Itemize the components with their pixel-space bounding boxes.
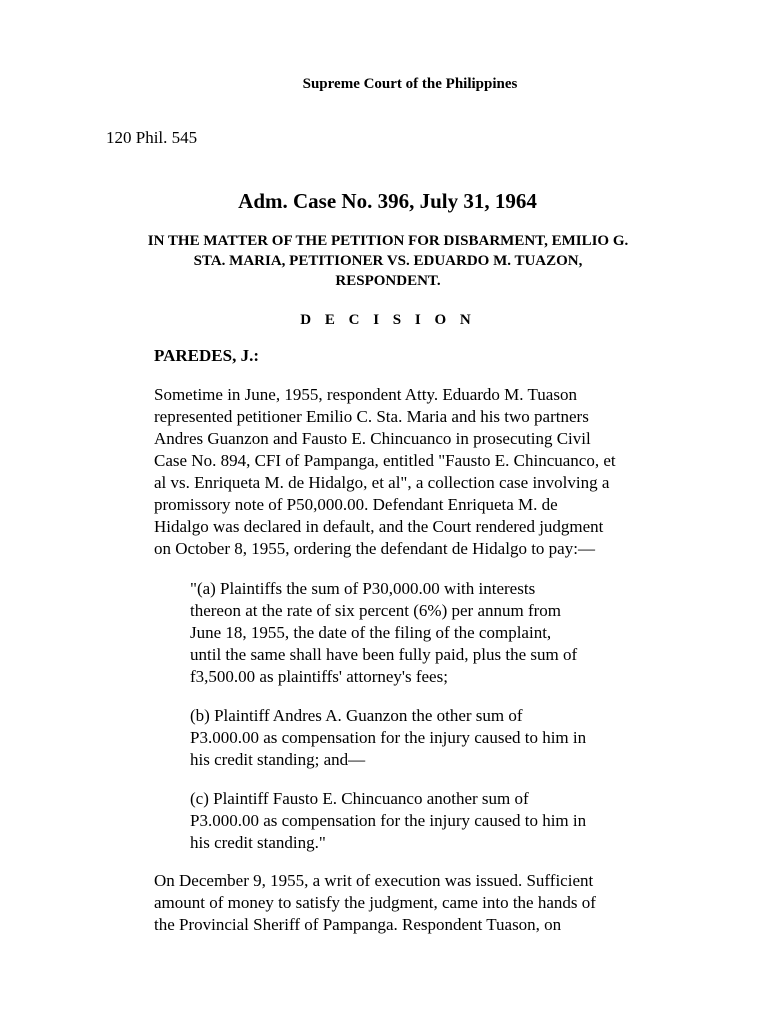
text-line: f3,500.00 as plaintiffs' attorney's fees; — [190, 667, 448, 686]
quote-item-a — [190, 578, 577, 688]
text-line: "(a) Plaintiffs the sum of P30,000.00 with interests — [190, 579, 536, 598]
text-line: Hidalgo was declared in default, and the Court rendered judgment — [154, 517, 604, 536]
text-line: June 18, 1955, the date of the filing of the complaint, — [190, 623, 552, 642]
paragraph-execution — [154, 870, 596, 936]
text-line: (c) Plaintiff Fausto E. Chincuanco another sum of — [190, 789, 529, 808]
decision-heading: D E C I S I O N — [300, 312, 476, 328]
text-line: the Provincial Sheriff of Pampanga. Respondent Tuason, on — [154, 915, 562, 934]
text-line: On December 9, 1955, a writ of execution was issued. Sufficient — [154, 871, 594, 890]
text-line: P3.000.00 as compensation for the injury caused to him in — [190, 728, 587, 747]
text-line: (b) Plaintiff Andres A. Guanzon the other sum of — [190, 706, 523, 725]
quote-item-c — [190, 788, 586, 854]
text-line: until the same shall have been fully paid, plus the sum of — [190, 645, 578, 664]
paragraph-facts — [154, 384, 616, 560]
text-line: P3.000.00 as compensation for the injury caused to him in — [190, 811, 587, 830]
text-line: represented petitioner Emilio C. Sta. Maria and his two partners — [154, 407, 589, 426]
text-line: Andres Guanzon and Fausto E. Chincuanco in prosecuting Civil — [154, 429, 591, 448]
case-number-title: Adm. Case No. 396, July 31, 1964 — [238, 189, 537, 213]
text-line: on October 8, 1955, ordering the defendant de Hidalgo to pay:— — [154, 539, 595, 558]
text-line: al vs. Enriqueta M. de Hidalgo, et al", a collection case involving a — [154, 473, 610, 492]
ponente: PAREDES, J.: — [154, 346, 259, 365]
text-line: his credit standing; and— — [190, 750, 366, 769]
text-line: Sometime in June, 1955, respondent Atty. Eduardo M. Tuason — [154, 385, 577, 404]
text-line: amount of money to satisfy the judgment, came into the hands of — [154, 893, 596, 912]
case-caption-line: STA. MARIA, PETITIONER VS. EDUARDO M. TUAZON, — [193, 253, 583, 269]
case-caption — [108, 231, 668, 291]
case-caption-line: IN THE MATTER OF THE PETITION FOR DISBARMENT, EMILIO G. — [147, 233, 629, 249]
text-line: Case No. 894, CFI of Pampanga, entitled "Fausto E. Chincuanco, et — [154, 451, 616, 470]
text-line: thereon at the rate of six percent (6%) per annum from — [190, 601, 562, 620]
case-caption-line: RESPONDENT. — [335, 273, 441, 289]
court-name: Supreme Court of the Philippines — [302, 76, 518, 92]
citation: 120 Phil. 545 — [106, 128, 198, 147]
text-line: his credit standing." — [190, 833, 326, 852]
quote-item-b — [190, 705, 586, 771]
text-line: promissory note of P50,000.00. Defendant Enriqueta M. de — [154, 495, 558, 514]
